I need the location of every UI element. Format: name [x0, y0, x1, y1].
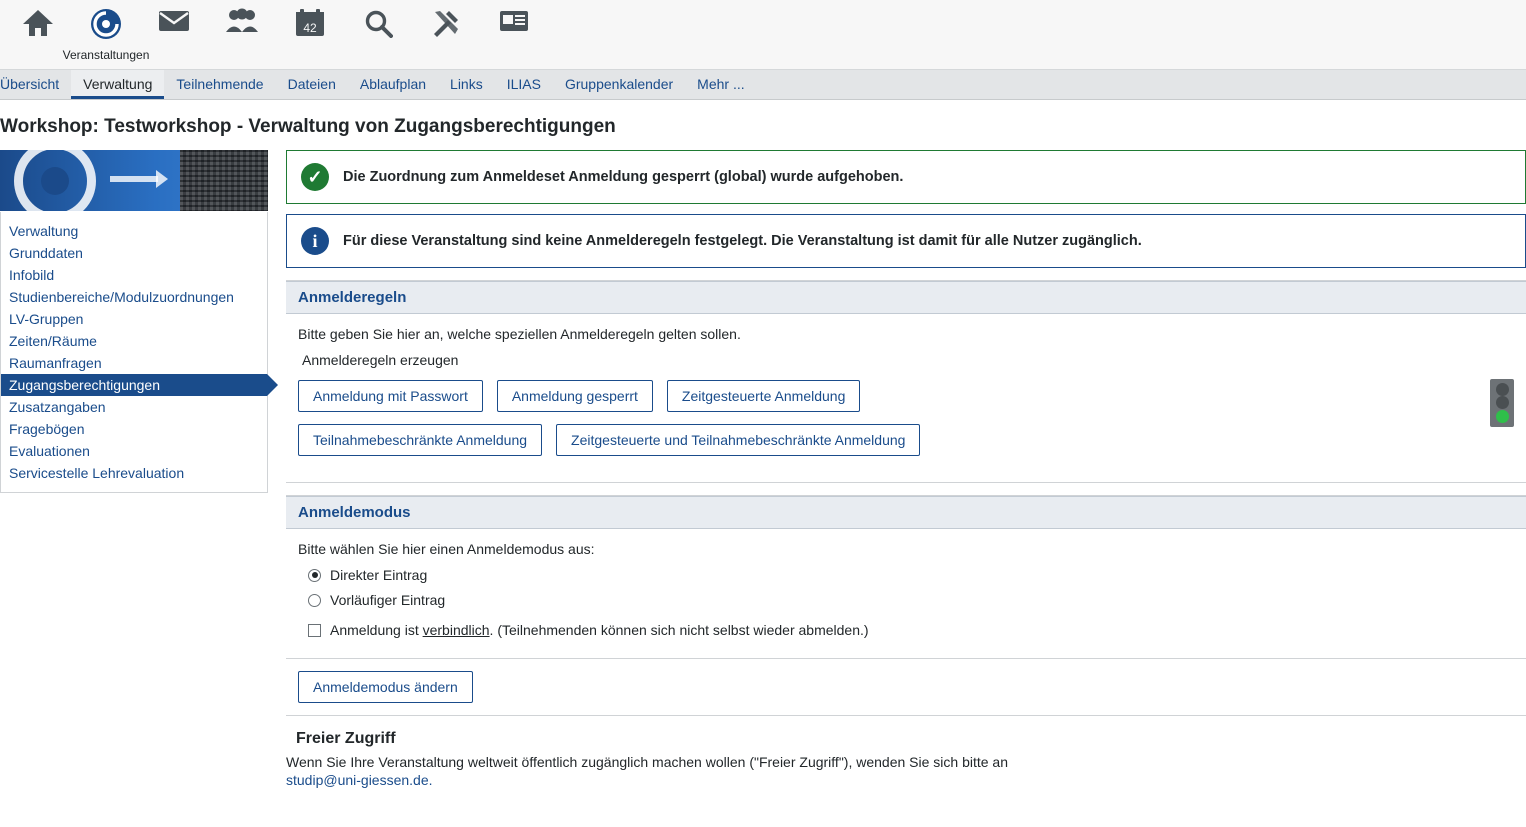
- radio-vorlaeufiger-eintrag-label: Vorläufiger Eintrag: [330, 592, 446, 608]
- sidebar-item-zusatzangaben[interactable]: Zusatzangaben: [9, 399, 106, 415]
- sidebar-item-infobild[interactable]: Infobild: [9, 267, 55, 283]
- people-icon: [225, 8, 259, 36]
- page-title: Workshop: Testworkshop - Verwaltung von Zugangsberechtigungen: [0, 116, 616, 137]
- checkbox-verbindlich-emphasis: verbindlich: [422, 622, 490, 638]
- teilnahmebeschraenkte-anmeldung-button[interactable]: Teilnahmebeschränkte Anmeldung: [298, 424, 542, 456]
- radio-vorlaeufiger-eintrag-indicator[interactable]: [308, 594, 321, 607]
- sidebar-item-grunddaten[interactable]: Grunddaten: [9, 245, 83, 261]
- status-traffic-light[interactable]: [1490, 379, 1514, 427]
- info-message-text: Für diese Veranstaltung sind keine Anmelderegeln festgelegt. Die Veranstaltung ist damit für alle Nutzer zugänglich.: [343, 233, 1142, 249]
- anmelderegeln-buttons-row2: [298, 424, 1514, 468]
- sidebar-item-studienbereiche[interactable]: Studienbereiche/Modulzuordnungen: [9, 289, 234, 305]
- mail-icon-button[interactable]: [140, 0, 208, 68]
- anmeldemodus-description: Bitte wählen Sie hier einen Anmeldemodus aus:: [298, 541, 595, 557]
- main-content: [268, 150, 1526, 788]
- tab-teilnehmende[interactable]: Teilnehmende: [176, 75, 264, 92]
- anmeldemodus-body: [286, 529, 1526, 652]
- tab-ablaufplan[interactable]: Ablaufplan: [359, 75, 427, 92]
- tools-icon: [431, 8, 461, 40]
- anmelderegeln-description: Bitte geben Sie hier an, welche speziellen Anmelderegeln gelten sollen.: [298, 326, 741, 342]
- sidebar-item-servicestelle[interactable]: Servicestelle Lehrevaluation: [9, 465, 185, 481]
- sidebar-item-evaluationen[interactable]: Evaluationen: [9, 443, 90, 459]
- tab-gruppenkalender[interactable]: Gruppenkalender: [564, 75, 674, 92]
- anmeldung-gesperrt-button[interactable]: Anmeldung gesperrt: [497, 380, 653, 412]
- calendar-42-icon: [295, 8, 325, 40]
- zeitgesteuerte-teilnahmebeschraenkte-anmeldung-button[interactable]: Zeitgesteuerte und Teilnahmebeschränkte Anmeldung: [556, 424, 920, 456]
- sidebar-item-veranstaltungen[interactable]: [62, 0, 150, 68]
- crowd-photo: [180, 150, 268, 212]
- sidebar-item-raumanfragen[interactable]: Raumanfragen: [9, 355, 102, 371]
- search-icon-button[interactable]: [344, 0, 412, 68]
- people-icon-button[interactable]: [208, 0, 276, 68]
- tab-uebersicht[interactable]: Übersicht: [0, 75, 60, 92]
- traffic-lamp-yellow: [1496, 396, 1509, 409]
- sidebar-item-frageboegen[interactable]: Fragebögen: [9, 421, 85, 437]
- arrow-icon: [110, 176, 158, 182]
- info-circle-icon: i: [301, 227, 329, 255]
- course-header-image: [0, 150, 268, 212]
- veranstaltungen-icon: [90, 8, 122, 42]
- tab-dateien[interactable]: Dateien: [287, 75, 336, 92]
- traffic-lamp-green: [1496, 410, 1509, 423]
- success-message: [286, 150, 1526, 204]
- tab-mehr[interactable]: Mehr ...: [697, 75, 745, 92]
- anmelderegeln-panel: [286, 280, 1526, 483]
- freier-zugriff-section: [286, 730, 1526, 788]
- radio-direkter-eintrag[interactable]: [308, 567, 1514, 583]
- logo-swirl-icon: [14, 150, 96, 212]
- success-message-text: Die Zuordnung zum Anmeldeset Anmeldung gesperrt (global) wurde aufgehoben.: [343, 169, 904, 185]
- news-icon: [499, 8, 529, 36]
- freier-zugriff-title: Freier Zugriff: [296, 730, 396, 747]
- sidebar-item-verwaltung[interactable]: Verwaltung: [9, 223, 79, 239]
- radio-direkter-eintrag-label: Direkter Eintrag: [330, 567, 428, 583]
- home-icon: [22, 8, 54, 40]
- calendar-icon-button[interactable]: [276, 0, 344, 68]
- checkbox-verbindlich[interactable]: [308, 622, 1514, 638]
- checkbox-verbindlich-prefix: Anmeldung ist: [330, 622, 423, 638]
- page-layout: [0, 150, 1526, 788]
- sidebar: [0, 150, 268, 493]
- global-toolbar: [0, 0, 1526, 70]
- radio-vorlaeufiger-eintrag[interactable]: [308, 592, 1514, 608]
- zeitgesteuerte-anmeldung-button[interactable]: Zeitgesteuerte Anmeldung: [667, 380, 860, 412]
- svg-text:42: 42: [303, 21, 317, 35]
- veranstaltungen-label: Veranstaltungen: [62, 48, 150, 62]
- news-icon-button[interactable]: [480, 0, 548, 68]
- anmeldung-mit-passwort-button[interactable]: Anmeldung mit Passwort: [298, 380, 483, 412]
- tools-icon-button[interactable]: [412, 0, 480, 68]
- support-email-link[interactable]: studip@uni-giessen.de.: [286, 772, 433, 788]
- anmeldemodus-heading: Anmeldemodus: [286, 496, 1526, 529]
- tab-links[interactable]: Links: [450, 75, 483, 92]
- checkbox-verbindlich-label: [330, 622, 869, 638]
- mail-icon: [158, 8, 190, 36]
- tab-verwaltung[interactable]: Verwaltung: [71, 70, 164, 99]
- traffic-lamp-red: [1496, 383, 1509, 396]
- sidebar-item-lv-gruppen[interactable]: LV-Gruppen: [9, 311, 84, 327]
- checkbox-verbindlich-indicator[interactable]: [308, 624, 321, 637]
- anmelderegeln-body: [286, 314, 1526, 482]
- sidebar-item-zeiten-raeume[interactable]: Zeiten/Räume: [9, 333, 97, 349]
- anmelderegeln-buttons-row1: [298, 380, 1514, 424]
- search-icon: [363, 8, 393, 40]
- anmeldemodus-aendern-button[interactable]: Anmeldemodus ändern: [298, 671, 473, 703]
- course-tabbar: [0, 70, 1526, 100]
- info-message: [286, 214, 1526, 268]
- sidebar-item-zugangsberechtigungen[interactable]: Zugangsberechtigungen: [1, 374, 267, 396]
- sidebar-nav: [0, 212, 268, 493]
- anmelderegeln-heading: Anmelderegeln: [286, 281, 1526, 314]
- tab-ilias[interactable]: ILIAS: [506, 75, 541, 92]
- checkbox-verbindlich-suffix: . (Teilnehmenden können sich nicht selbst wieder abmelden.): [489, 622, 869, 638]
- anmeldemodus-panel: [286, 495, 1526, 716]
- check-circle-icon: ✓: [301, 163, 329, 191]
- anmelderegeln-create-label: Anmelderegeln erzeugen: [302, 352, 459, 368]
- radio-direkter-eintrag-indicator[interactable]: [308, 569, 321, 582]
- anmeldemodus-actions: [286, 658, 1526, 715]
- freier-zugriff-text: Wenn Sie Ihre Veranstaltung weltweit öffentlich zugänglich machen wollen ("Freier Zugriff"), wenden Sie sich bitte an: [286, 754, 1008, 770]
